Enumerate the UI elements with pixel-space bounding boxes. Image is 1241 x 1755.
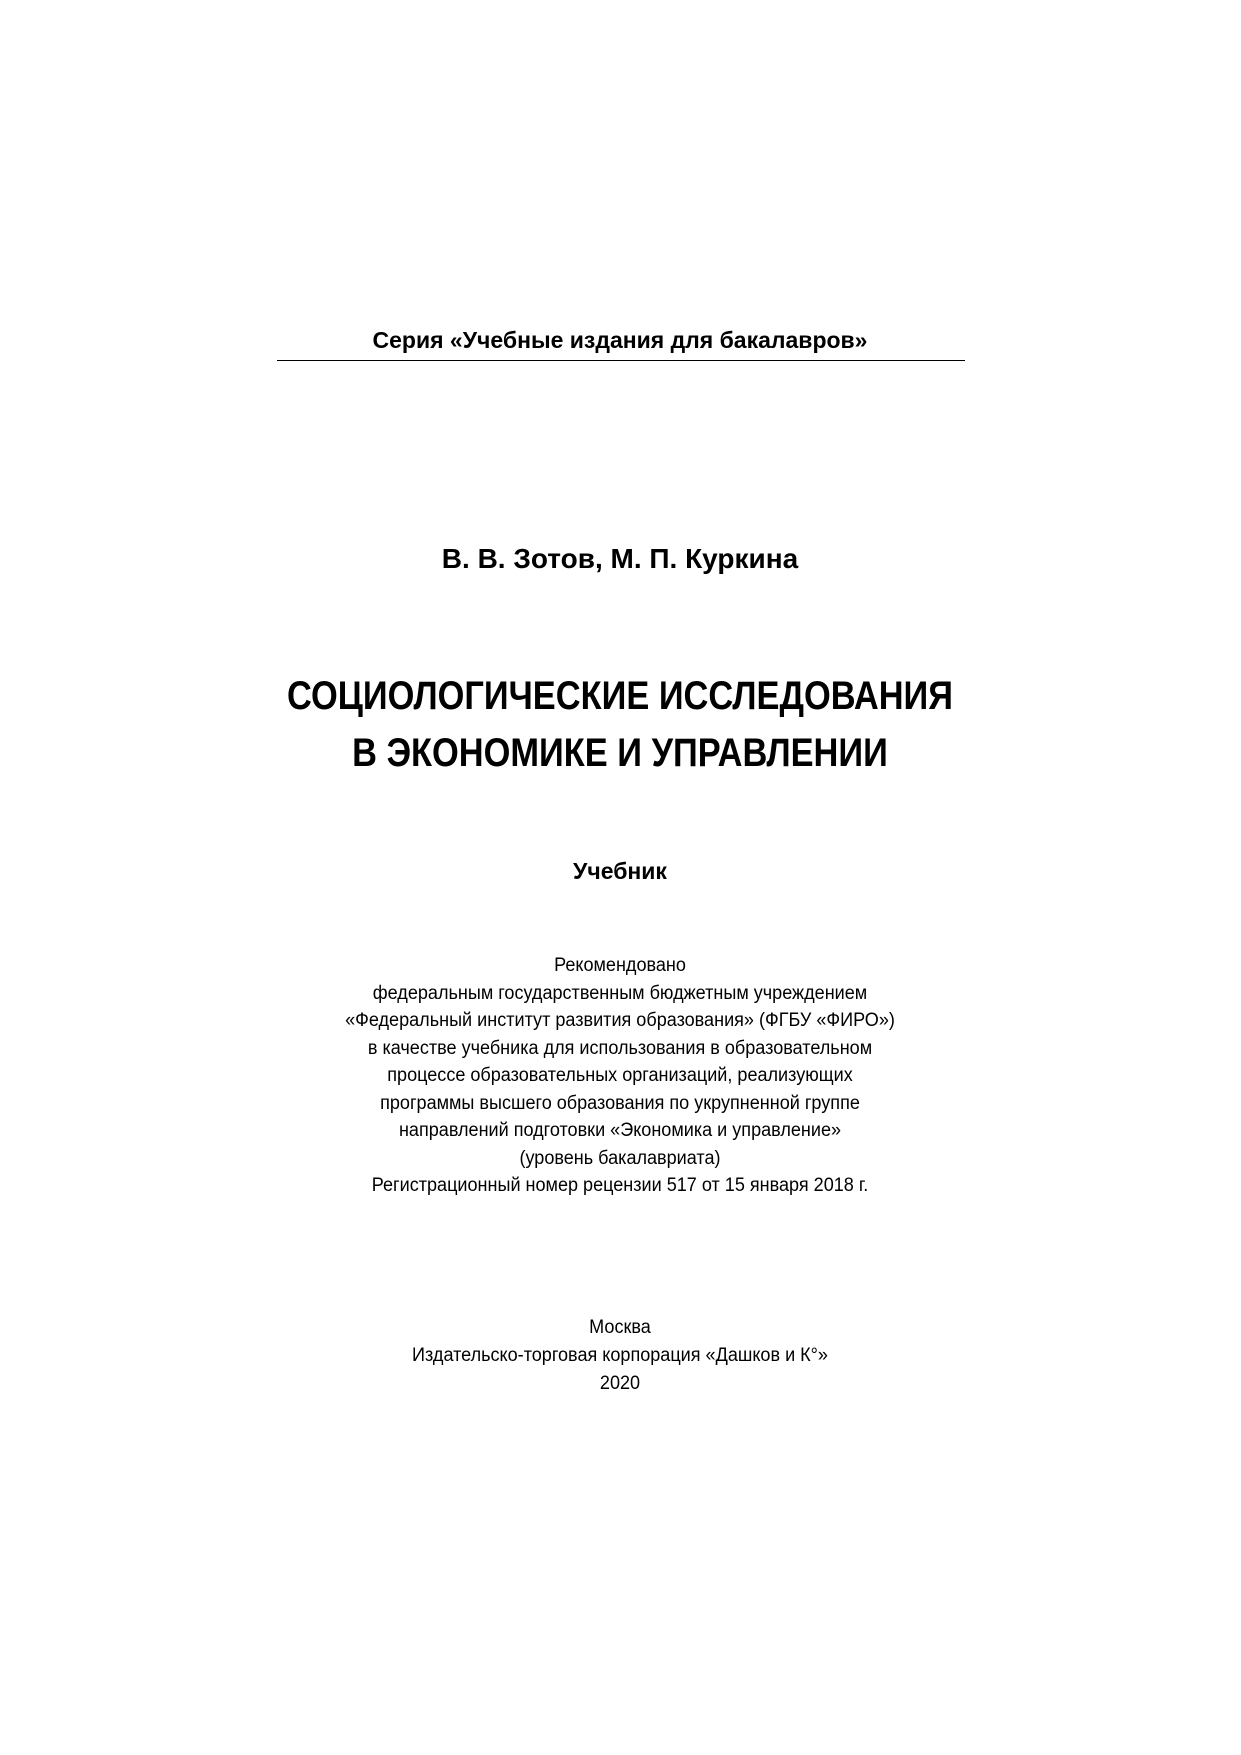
series-heading: Серия «Учебные издания для бакалавров» xyxy=(372,327,868,353)
recommendation-line: процессе образовательных организаций, реализующих xyxy=(387,1065,853,1086)
book-title xyxy=(250,668,990,782)
imprint-year: 2020 xyxy=(599,1373,641,1394)
recommendation-block xyxy=(240,952,1000,1200)
recommendation-line: федеральным государственным бюджетным учреждением xyxy=(372,982,868,1004)
recommendation-line: Регистрационный номер рецензии 517 от 15 января 2018 г. xyxy=(371,1175,869,1196)
recommendation-line: программы высшего образования по укрупненной группе xyxy=(380,1092,860,1114)
recommendation-line: «Федеральный институт развития образования» (ФГБУ «ФИРО») xyxy=(345,1010,895,1031)
book-title-line-1: СОЦИОЛОГИЧЕСКИЕ ИССЛЕДОВАНИЯ xyxy=(287,674,953,718)
authors: В. В. Зотов, М. П. Куркина xyxy=(441,543,799,574)
recommendation-line: направлений подготовки «Экономика и управление» xyxy=(398,1120,842,1141)
series-divider xyxy=(277,360,965,361)
document-type: Учебник xyxy=(573,858,667,884)
recommendation-line: в качестве учебника для использования в образовательном xyxy=(367,1037,873,1059)
imprint-publisher: Издательско-торговая корпорация «Дашков и К°» xyxy=(412,1345,828,1366)
imprint-block xyxy=(240,1314,1000,1398)
book-title-line-2: В ЭКОНОМИКЕ И УПРАВЛЕНИИ xyxy=(352,731,888,775)
recommendation-line: (уровень бакалавриата) xyxy=(519,1147,721,1169)
imprint-city: Москва xyxy=(589,1317,651,1338)
recommendation-line: Рекомендовано xyxy=(554,955,686,976)
